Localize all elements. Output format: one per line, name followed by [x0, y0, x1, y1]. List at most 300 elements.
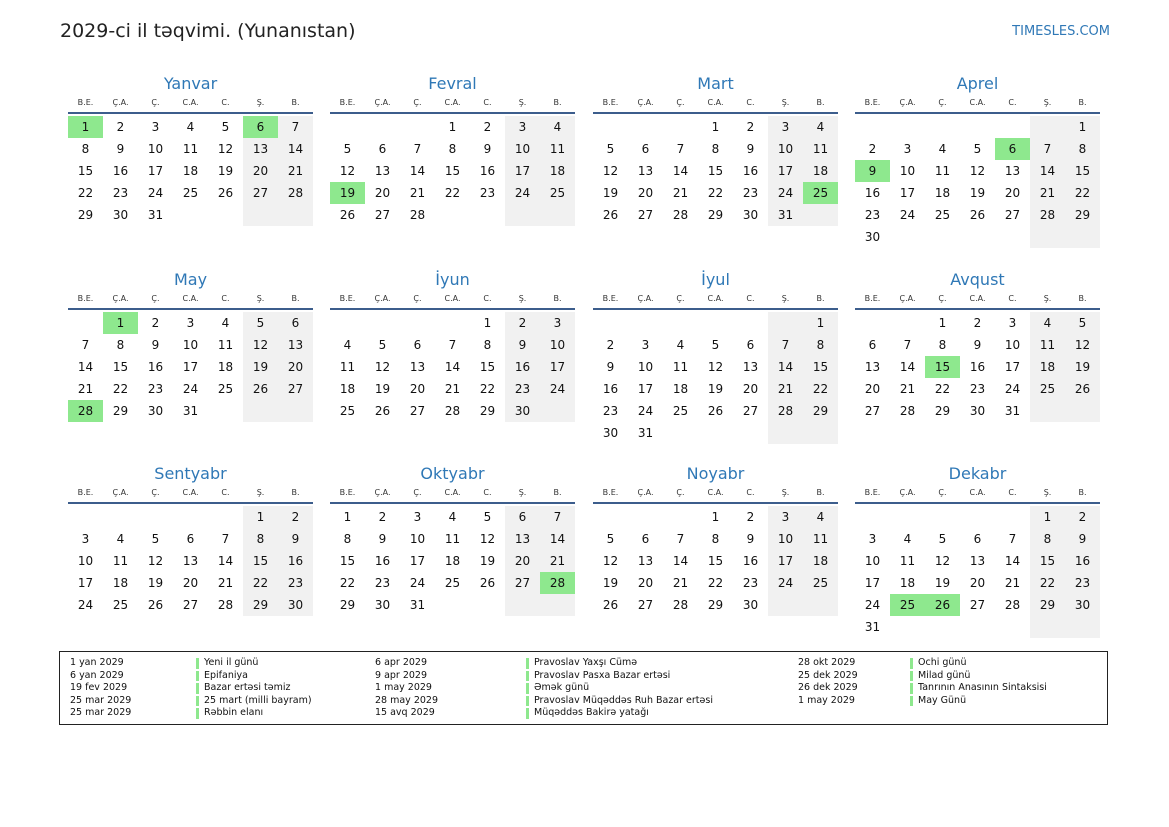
day-cell: 22 [707, 576, 724, 590]
weekday-label: Ş. [781, 98, 790, 107]
holiday-name: 25 mart (milli bayram) [204, 694, 312, 706]
empty-cell [698, 312, 733, 334]
day-cell: 9 [151, 338, 160, 352]
day-cell: 3 [868, 532, 877, 546]
holiday-marker [196, 671, 199, 682]
day-cell: 2 [483, 120, 492, 134]
month-name: İyul [701, 270, 730, 289]
weekday-label: B.E. [864, 294, 881, 303]
day-cell: 7 [768, 334, 803, 356]
weekday-label: Ş. [1043, 294, 1052, 303]
day-cell: 15 [479, 360, 496, 374]
day-cell: 29 [339, 598, 356, 612]
day-cell: 1 [711, 120, 720, 134]
day-cell: 23 [1065, 572, 1100, 594]
day-cell: 12 [339, 164, 356, 178]
day-cell: 10 [899, 164, 916, 178]
day-cell: 25 [339, 404, 356, 418]
day-cell: 28 [899, 404, 916, 418]
day-cell: 17 [637, 382, 654, 396]
day-cell: 4 [1030, 312, 1065, 334]
day-cell: 24 [899, 208, 916, 222]
month-12 [855, 463, 1100, 638]
day-cell: 6 [505, 506, 540, 528]
holiday-day-cell: 6 [995, 138, 1030, 160]
weekday-label: Ç.A. [374, 98, 391, 107]
day-cell: 18 [112, 576, 129, 590]
day-cell: 3 [186, 316, 195, 330]
weekday-label: Ç.A. [374, 488, 391, 497]
holiday-name: May Günü [918, 694, 967, 706]
day-cell: 23 [479, 186, 496, 200]
site-link[interactable]: TIMESLES.COM [1012, 24, 1110, 39]
day-cell: 2 [151, 316, 160, 330]
weekday-label: B. [816, 488, 825, 497]
weekday-label: Ç. [151, 294, 160, 303]
day-grid [68, 312, 313, 422]
holiday-day-cell: 1 [103, 312, 138, 334]
day-cell: 4 [938, 142, 947, 156]
day-cell: 13 [637, 554, 654, 568]
day-cell: 3 [81, 532, 90, 546]
day-cell: 26 [479, 576, 496, 590]
day-cell: 27 [243, 182, 278, 204]
holiday-marker [910, 658, 913, 669]
holiday-date: 25 mar 2029 [70, 694, 132, 706]
holiday-marker [196, 708, 199, 719]
day-cell: 20 [505, 550, 540, 572]
day-cell: 3 [768, 116, 803, 138]
day-cell: 23 [505, 378, 540, 400]
day-cell: 19 [243, 356, 278, 378]
legend-markers [910, 658, 913, 708]
weekday-label: C.A. [969, 488, 986, 497]
empty-cell [208, 400, 243, 422]
day-cell: 14 [1030, 160, 1065, 182]
day-cell: 10 [637, 360, 654, 374]
weekday-label: C.A. [182, 294, 199, 303]
day-cell: 28 [1004, 598, 1021, 612]
day-cell: 2 [278, 506, 313, 528]
weekday-label: C. [483, 488, 492, 497]
day-cell: 28 [768, 400, 803, 422]
day-cell: 25 [1030, 378, 1065, 400]
day-cell: 21 [1030, 182, 1065, 204]
weekday-label: C. [483, 98, 492, 107]
day-cell: 8 [803, 334, 838, 356]
weekday-label: C.A. [969, 294, 986, 303]
day-cell: 14 [409, 164, 426, 178]
empty-cell [173, 506, 208, 528]
empty-cell [68, 312, 103, 334]
day-cell: 19 [479, 554, 496, 568]
day-cell: 8 [483, 338, 492, 352]
weekday-label: Ç. [676, 98, 685, 107]
empty-cell [663, 312, 698, 334]
day-cell: 9 [505, 334, 540, 356]
day-cell: 9 [973, 338, 982, 352]
month-4 [855, 73, 1100, 248]
day-cell: 26 [602, 208, 619, 222]
empty-cell [278, 204, 313, 226]
legend-dates [798, 657, 858, 707]
day-cell: 13 [637, 164, 654, 178]
day-cell: 26 [602, 598, 619, 612]
holiday-name: Müqəddəs Bakirə yatağı [534, 707, 649, 719]
weekday-label: B.E. [339, 488, 356, 497]
month-name: May [173, 270, 208, 289]
holiday-name: Milad günü [918, 669, 971, 681]
holiday-marker [196, 683, 199, 694]
weekday-label: Ç.A. [112, 294, 129, 303]
empty-cell [803, 594, 838, 616]
day-grid [68, 506, 313, 616]
day-cell: 14 [444, 360, 461, 374]
month-11 [593, 463, 838, 616]
empty-cell [855, 116, 890, 138]
day-cell: 3 [413, 510, 422, 524]
day-cell: 10 [768, 528, 803, 550]
holiday-marker [526, 658, 529, 669]
empty-cell [138, 506, 173, 528]
empty-cell [1065, 616, 1100, 638]
empty-cell [628, 116, 663, 138]
weekday-header [68, 487, 313, 504]
weekday-label: B. [553, 294, 562, 303]
holiday-name: Ochi günü [918, 657, 967, 668]
weekday-label: C. [746, 294, 755, 303]
day-cell: 26 [969, 208, 986, 222]
month-3 [593, 73, 838, 226]
day-cell: 17 [768, 160, 803, 182]
weekday-label: C. [746, 488, 755, 497]
month-name: Sentyabr [154, 464, 227, 483]
weekday-header [855, 97, 1100, 114]
day-cell: 21 [409, 186, 426, 200]
day-cell: 30 [1065, 594, 1100, 616]
day-cell: 21 [217, 576, 234, 590]
month-name: Yanvar [163, 74, 218, 93]
day-cell: 9 [483, 142, 492, 156]
day-cell: 25 [803, 572, 838, 594]
weekday-label: C.A. [444, 294, 461, 303]
empty-cell [768, 312, 803, 334]
day-cell: 17 [540, 356, 575, 378]
day-cell: 16 [147, 360, 164, 374]
day-cell: 29 [1065, 204, 1100, 226]
legend-names [534, 657, 713, 720]
day-cell: 27 [864, 404, 881, 418]
holiday-marker [196, 696, 199, 707]
day-cell: 22 [707, 186, 724, 200]
day-cell: 24 [182, 382, 199, 396]
weekday-label: C.A. [707, 488, 724, 497]
day-cell: 6 [378, 142, 387, 156]
day-cell: 1 [243, 506, 278, 528]
day-cell: 23 [969, 382, 986, 396]
weekday-label: Ç. [413, 294, 422, 303]
day-cell: 30 [147, 404, 164, 418]
day-cell: 15 [339, 554, 356, 568]
day-cell: 7 [1008, 532, 1017, 546]
day-cell: 26 [374, 404, 391, 418]
day-cell: 1 [448, 120, 457, 134]
day-cell: 5 [151, 532, 160, 546]
empty-cell [470, 204, 505, 226]
empty-cell [663, 506, 698, 528]
day-cell: 28 [1030, 204, 1065, 226]
weekday-label: B. [291, 294, 300, 303]
day-cell: 26 [147, 598, 164, 612]
day-cell: 18 [339, 382, 356, 396]
holiday-date: 6 yan 2029 [70, 669, 124, 681]
day-cell: 19 [969, 186, 986, 200]
day-cell: 5 [973, 142, 982, 156]
day-cell: 22 [479, 382, 496, 396]
holiday-marker [526, 708, 529, 719]
day-cell: 17 [505, 160, 540, 182]
day-cell: 15 [112, 360, 129, 374]
day-cell: 18 [1030, 356, 1065, 378]
holiday-date: 15 avq 2029 [375, 707, 435, 719]
month-2 [330, 73, 575, 226]
holiday-marker [910, 683, 913, 694]
weekday-header [855, 293, 1100, 310]
day-cell: 11 [217, 338, 234, 352]
weekday-label: B. [1078, 294, 1087, 303]
day-cell: 8 [711, 532, 720, 546]
empty-cell [540, 400, 575, 422]
day-cell: 13 [969, 554, 986, 568]
day-cell: 17 [768, 550, 803, 572]
day-cell: 18 [540, 160, 575, 182]
day-cell: 13 [1004, 164, 1021, 178]
weekday-header [330, 293, 575, 310]
month-name: Fevral [428, 74, 477, 93]
day-cell: 6 [746, 338, 755, 352]
day-cell: 16 [1065, 550, 1100, 572]
weekday-header [330, 487, 575, 504]
day-cell: 17 [77, 576, 94, 590]
empty-cell [505, 204, 540, 226]
holiday-day-cell: 26 [925, 594, 960, 616]
day-cell: 4 [803, 116, 838, 138]
day-cell: 19 [147, 576, 164, 590]
holiday-date: 1 yan 2029 [70, 657, 124, 668]
empty-cell [243, 400, 278, 422]
day-cell: 11 [899, 554, 916, 568]
empty-cell [1065, 400, 1100, 422]
day-cell: 5 [483, 510, 492, 524]
weekday-label: B. [291, 98, 300, 107]
weekday-header [68, 293, 313, 310]
weekday-label: C. [221, 294, 230, 303]
day-cell: 22 [339, 576, 356, 590]
day-cell: 5 [711, 338, 720, 352]
day-cell: 11 [339, 360, 356, 374]
weekday-label: C. [1008, 488, 1017, 497]
holiday-name: Epifaniya [204, 669, 248, 681]
day-cell: 4 [186, 120, 195, 134]
day-cell: 12 [602, 164, 619, 178]
empty-cell [435, 312, 470, 334]
day-cell: 24 [505, 182, 540, 204]
day-cell: 7 [413, 142, 422, 156]
empty-cell [593, 506, 628, 528]
weekday-label: B.E. [864, 98, 881, 107]
day-cell: 16 [602, 382, 619, 396]
empty-cell [540, 594, 575, 616]
day-cell: 16 [479, 164, 496, 178]
holiday-day-cell: 28 [540, 572, 575, 594]
weekday-label: C.A. [182, 98, 199, 107]
weekday-label: Ç.A. [899, 98, 916, 107]
day-cell: 25 [672, 404, 689, 418]
day-cell: 23 [374, 576, 391, 590]
day-cell: 20 [969, 576, 986, 590]
holiday-date: 1 may 2029 [798, 694, 855, 706]
weekday-label: Ş. [518, 98, 527, 107]
empty-cell [400, 312, 435, 334]
day-cell: 5 [1065, 312, 1100, 334]
day-cell: 18 [672, 382, 689, 396]
day-cell: 29 [112, 404, 129, 418]
day-cell: 12 [374, 360, 391, 374]
month-name: Avqust [950, 270, 1005, 289]
day-cell: 30 [278, 594, 313, 616]
day-cell: 5 [606, 142, 615, 156]
day-cell: 21 [77, 382, 94, 396]
day-cell: 20 [637, 186, 654, 200]
day-cell: 22 [1030, 572, 1065, 594]
empty-cell [960, 116, 995, 138]
month-7 [593, 269, 838, 444]
weekday-label: B.E. [77, 294, 94, 303]
day-cell: 15 [707, 164, 724, 178]
day-cell: 17 [147, 164, 164, 178]
day-cell: 7 [903, 338, 912, 352]
holiday-date: 26 dek 2029 [798, 682, 858, 694]
weekday-label: Ç.A. [112, 98, 129, 107]
day-cell: 23 [864, 208, 881, 222]
day-cell: 19 [374, 382, 391, 396]
empty-cell [365, 312, 400, 334]
weekday-label: B. [1078, 488, 1087, 497]
day-cell: 12 [479, 532, 496, 546]
empty-cell [593, 116, 628, 138]
weekday-label: Ç. [151, 488, 160, 497]
day-cell: 12 [934, 554, 951, 568]
day-cell: 4 [343, 338, 352, 352]
weekday-header [68, 97, 313, 114]
day-cell: 20 [742, 382, 759, 396]
day-cell: 20 [864, 382, 881, 396]
day-cell: 18 [803, 550, 838, 572]
day-cell: 21 [768, 378, 803, 400]
day-cell: 11 [444, 532, 461, 546]
day-cell: 15 [1065, 160, 1100, 182]
holiday-name: Pravoslav Yaxşı Cümə [534, 657, 638, 668]
weekday-label: Ç. [413, 488, 422, 497]
day-cell: 26 [1065, 378, 1100, 400]
weekday-label: B. [816, 98, 825, 107]
day-cell: 10 [147, 142, 164, 156]
day-grid [68, 116, 313, 226]
holiday-legend [59, 651, 1108, 725]
day-cell: 7 [540, 506, 575, 528]
holiday-marker [910, 671, 913, 682]
day-cell: 1 [343, 510, 352, 524]
day-cell: 30 [505, 400, 540, 422]
day-grid [330, 506, 575, 616]
day-cell: 11 [112, 554, 129, 568]
day-cell: 9 [746, 142, 755, 156]
empty-cell [995, 226, 1030, 248]
day-cell: 29 [1030, 594, 1065, 616]
day-cell: 30 [742, 598, 759, 612]
day-cell: 22 [77, 186, 94, 200]
day-cell: 11 [934, 164, 951, 178]
day-cell: 7 [81, 338, 90, 352]
day-cell: 9 [116, 142, 125, 156]
day-cell: 27 [278, 378, 313, 400]
empty-cell [540, 204, 575, 226]
day-cell: 7 [676, 142, 685, 156]
day-cell: 27 [742, 404, 759, 418]
holiday-date: 9 apr 2029 [375, 669, 428, 681]
day-cell: 13 [182, 554, 199, 568]
day-cell: 27 [637, 208, 654, 222]
weekday-label: Ç. [938, 98, 947, 107]
day-cell: 8 [243, 528, 278, 550]
day-cell: 4 [803, 506, 838, 528]
weekday-header [593, 97, 838, 114]
day-cell: 2 [606, 338, 615, 352]
day-cell: 17 [1004, 360, 1021, 374]
day-cell: 17 [864, 576, 881, 590]
day-cell: 20 [374, 186, 391, 200]
day-cell: 12 [602, 554, 619, 568]
weekday-label: C. [1008, 294, 1017, 303]
day-cell: 25 [112, 598, 129, 612]
weekday-label: B.E. [864, 488, 881, 497]
day-cell: 5 [243, 312, 278, 334]
day-cell: 6 [278, 312, 313, 334]
day-cell: 18 [217, 360, 234, 374]
day-cell: 16 [742, 554, 759, 568]
day-cell: 2 [378, 510, 387, 524]
day-cell: 5 [378, 338, 387, 352]
day-cell: 16 [278, 550, 313, 572]
day-cell: 9 [1065, 528, 1100, 550]
empty-cell [173, 204, 208, 226]
day-cell: 8 [1065, 138, 1100, 160]
weekday-label: B.E. [77, 98, 94, 107]
day-grid [593, 312, 838, 444]
day-cell: 19 [934, 576, 951, 590]
empty-cell [278, 400, 313, 422]
holiday-day-cell: 9 [855, 160, 890, 182]
weekday-label: C.A. [707, 98, 724, 107]
day-cell: 14 [672, 164, 689, 178]
month-6 [330, 269, 575, 422]
empty-cell [733, 422, 768, 444]
day-cell: 29 [707, 208, 724, 222]
day-grid [330, 116, 575, 226]
day-cell: 11 [803, 528, 838, 550]
day-cell: 14 [217, 554, 234, 568]
day-cell: 3 [903, 142, 912, 156]
